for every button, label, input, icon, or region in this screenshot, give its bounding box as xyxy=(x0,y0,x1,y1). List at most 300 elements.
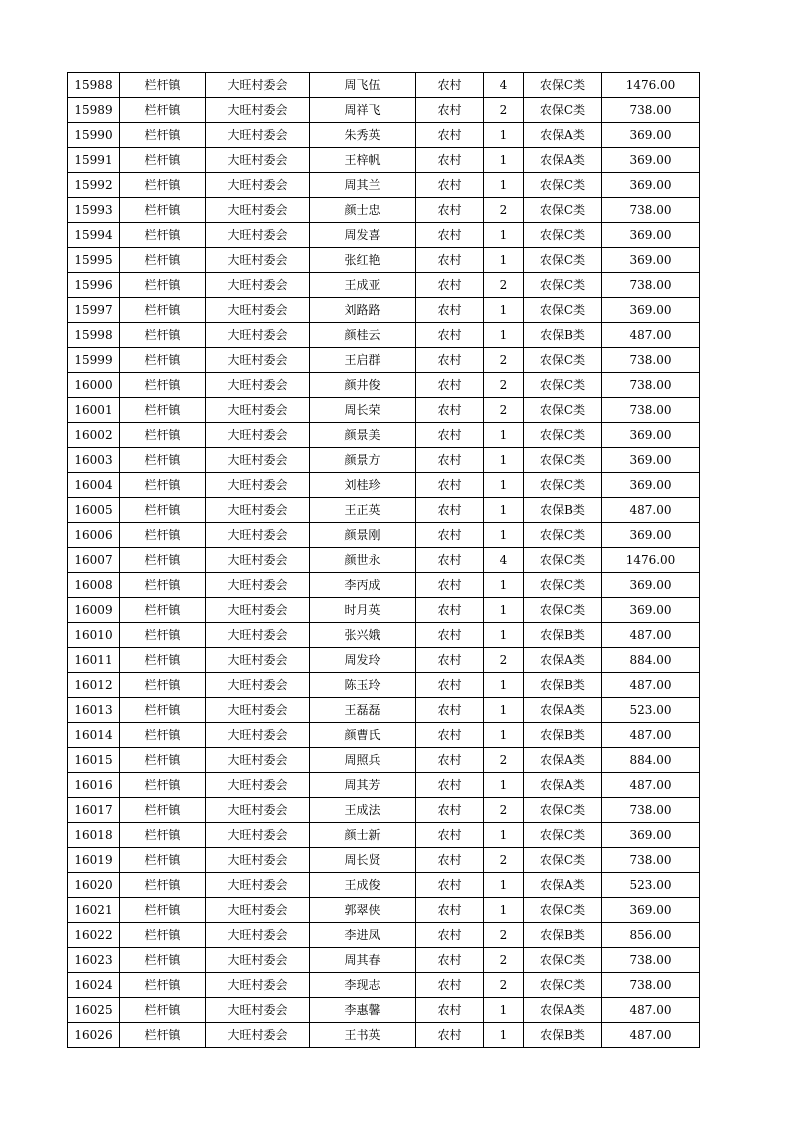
amount-cell: 369.00 xyxy=(602,898,700,923)
name-cell: 颜景美 xyxy=(310,423,416,448)
household-type-cell: 农村 xyxy=(416,423,484,448)
amount-cell: 884.00 xyxy=(602,648,700,673)
serial-number-cell: 16006 xyxy=(68,523,120,548)
name-cell: 周其芳 xyxy=(310,773,416,798)
amount-cell: 487.00 xyxy=(602,723,700,748)
village-cell: 大旺村委会 xyxy=(206,198,310,223)
person-count-cell: 1 xyxy=(484,698,524,723)
household-type-cell: 农村 xyxy=(416,173,484,198)
village-cell: 大旺村委会 xyxy=(206,423,310,448)
amount-cell: 369.00 xyxy=(602,223,700,248)
village-cell: 大旺村委会 xyxy=(206,548,310,573)
category-cell: 农保C类 xyxy=(524,798,602,823)
table-row xyxy=(68,748,700,773)
person-count-cell: 1 xyxy=(484,773,524,798)
table-row xyxy=(68,998,700,1023)
table-row xyxy=(68,623,700,648)
household-type-cell: 农村 xyxy=(416,573,484,598)
amount-cell: 738.00 xyxy=(602,398,700,423)
household-type-cell: 农村 xyxy=(416,998,484,1023)
village-cell: 大旺村委会 xyxy=(206,698,310,723)
household-type-cell: 农村 xyxy=(416,148,484,173)
name-cell: 周发喜 xyxy=(310,223,416,248)
amount-cell: 487.00 xyxy=(602,673,700,698)
name-cell: 李进凤 xyxy=(310,923,416,948)
town-cell: 栏杆镇 xyxy=(120,773,206,798)
person-count-cell: 1 xyxy=(484,423,524,448)
household-type-cell: 农村 xyxy=(416,223,484,248)
village-cell: 大旺村委会 xyxy=(206,273,310,298)
serial-number-cell: 16009 xyxy=(68,598,120,623)
name-cell: 郭翠侠 xyxy=(310,898,416,923)
town-cell: 栏杆镇 xyxy=(120,823,206,848)
table-row xyxy=(68,523,700,548)
person-count-cell: 2 xyxy=(484,273,524,298)
name-cell: 颜曹氏 xyxy=(310,723,416,748)
category-cell: 农保C类 xyxy=(524,173,602,198)
town-cell: 栏杆镇 xyxy=(120,548,206,573)
household-type-cell: 农村 xyxy=(416,723,484,748)
household-type-cell: 农村 xyxy=(416,1023,484,1048)
amount-cell: 523.00 xyxy=(602,873,700,898)
household-type-cell: 农村 xyxy=(416,473,484,498)
table-row xyxy=(68,498,700,523)
table-row xyxy=(68,123,700,148)
household-type-cell: 农村 xyxy=(416,973,484,998)
household-type-cell: 农村 xyxy=(416,548,484,573)
name-cell: 颜世永 xyxy=(310,548,416,573)
category-cell: 农保C类 xyxy=(524,948,602,973)
household-type-cell: 农村 xyxy=(416,448,484,473)
village-cell: 大旺村委会 xyxy=(206,223,310,248)
household-type-cell: 农村 xyxy=(416,323,484,348)
name-cell: 王成俊 xyxy=(310,873,416,898)
name-cell: 陈玉玲 xyxy=(310,673,416,698)
name-cell: 王梓帆 xyxy=(310,148,416,173)
household-type-cell: 农村 xyxy=(416,623,484,648)
person-count-cell: 1 xyxy=(484,173,524,198)
amount-cell: 369.00 xyxy=(602,148,700,173)
village-cell: 大旺村委会 xyxy=(206,898,310,923)
serial-number-cell: 15992 xyxy=(68,173,120,198)
category-cell: 农保C类 xyxy=(524,473,602,498)
village-cell: 大旺村委会 xyxy=(206,523,310,548)
town-cell: 栏杆镇 xyxy=(120,348,206,373)
category-cell: 农保C类 xyxy=(524,223,602,248)
category-cell: 农保B类 xyxy=(524,923,602,948)
person-count-cell: 2 xyxy=(484,98,524,123)
category-cell: 农保B类 xyxy=(524,323,602,348)
name-cell: 颜士忠 xyxy=(310,198,416,223)
category-cell: 农保C类 xyxy=(524,823,602,848)
person-count-cell: 2 xyxy=(484,848,524,873)
category-cell: 农保C类 xyxy=(524,448,602,473)
household-type-cell: 农村 xyxy=(416,873,484,898)
category-cell: 农保C类 xyxy=(524,523,602,548)
table-row xyxy=(68,973,700,998)
name-cell: 朱秀英 xyxy=(310,123,416,148)
person-count-cell: 1 xyxy=(484,523,524,548)
town-cell: 栏杆镇 xyxy=(120,273,206,298)
person-count-cell: 2 xyxy=(484,748,524,773)
serial-number-cell: 16008 xyxy=(68,573,120,598)
name-cell: 王磊磊 xyxy=(310,698,416,723)
serial-number-cell: 16022 xyxy=(68,923,120,948)
table-row xyxy=(68,473,700,498)
amount-cell: 738.00 xyxy=(602,273,700,298)
amount-cell: 369.00 xyxy=(602,423,700,448)
serial-number-cell: 15991 xyxy=(68,148,120,173)
serial-number-cell: 16025 xyxy=(68,998,120,1023)
household-type-cell: 农村 xyxy=(416,73,484,98)
name-cell: 刘路路 xyxy=(310,298,416,323)
village-cell: 大旺村委会 xyxy=(206,948,310,973)
category-cell: 农保C类 xyxy=(524,98,602,123)
category-cell: 农保C类 xyxy=(524,573,602,598)
person-count-cell: 1 xyxy=(484,1023,524,1048)
household-type-cell: 农村 xyxy=(416,648,484,673)
serial-number-cell: 16015 xyxy=(68,748,120,773)
amount-cell: 487.00 xyxy=(602,773,700,798)
household-type-cell: 农村 xyxy=(416,298,484,323)
village-cell: 大旺村委会 xyxy=(206,848,310,873)
person-count-cell: 1 xyxy=(484,823,524,848)
town-cell: 栏杆镇 xyxy=(120,248,206,273)
person-count-cell: 1 xyxy=(484,298,524,323)
village-cell: 大旺村委会 xyxy=(206,723,310,748)
serial-number-cell: 15989 xyxy=(68,98,120,123)
person-count-cell: 4 xyxy=(484,548,524,573)
person-count-cell: 1 xyxy=(484,898,524,923)
town-cell: 栏杆镇 xyxy=(120,998,206,1023)
town-cell: 栏杆镇 xyxy=(120,623,206,648)
category-cell: 农保C类 xyxy=(524,198,602,223)
table-row xyxy=(68,298,700,323)
serial-number-cell: 16001 xyxy=(68,398,120,423)
amount-cell: 856.00 xyxy=(602,923,700,948)
table-row xyxy=(68,348,700,373)
household-type-cell: 农村 xyxy=(416,898,484,923)
category-cell: 农保A类 xyxy=(524,698,602,723)
category-cell: 农保B类 xyxy=(524,673,602,698)
village-cell: 大旺村委会 xyxy=(206,148,310,173)
town-cell: 栏杆镇 xyxy=(120,448,206,473)
table-row xyxy=(68,823,700,848)
serial-number-cell: 16019 xyxy=(68,848,120,873)
table-row xyxy=(68,273,700,298)
amount-cell: 369.00 xyxy=(602,523,700,548)
amount-cell: 369.00 xyxy=(602,598,700,623)
table-row xyxy=(68,323,700,348)
village-cell: 大旺村委会 xyxy=(206,248,310,273)
table-row xyxy=(68,598,700,623)
household-type-cell: 农村 xyxy=(416,598,484,623)
amount-cell: 369.00 xyxy=(602,473,700,498)
household-type-cell: 农村 xyxy=(416,698,484,723)
name-cell: 周其兰 xyxy=(310,173,416,198)
town-cell: 栏杆镇 xyxy=(120,473,206,498)
town-cell: 栏杆镇 xyxy=(120,948,206,973)
serial-number-cell: 16012 xyxy=(68,673,120,698)
name-cell: 李惠馨 xyxy=(310,998,416,1023)
person-count-cell: 1 xyxy=(484,123,524,148)
name-cell: 时月英 xyxy=(310,598,416,623)
name-cell: 张红艳 xyxy=(310,248,416,273)
person-count-cell: 2 xyxy=(484,973,524,998)
category-cell: 农保A类 xyxy=(524,773,602,798)
household-type-cell: 农村 xyxy=(416,398,484,423)
table-row xyxy=(68,223,700,248)
town-cell: 栏杆镇 xyxy=(120,573,206,598)
name-cell: 王成亚 xyxy=(310,273,416,298)
serial-number-cell: 16007 xyxy=(68,548,120,573)
village-cell: 大旺村委会 xyxy=(206,173,310,198)
town-cell: 栏杆镇 xyxy=(120,648,206,673)
name-cell: 周发玲 xyxy=(310,648,416,673)
town-cell: 栏杆镇 xyxy=(120,898,206,923)
name-cell: 李现志 xyxy=(310,973,416,998)
household-type-cell: 农村 xyxy=(416,948,484,973)
category-cell: 农保C类 xyxy=(524,398,602,423)
village-cell: 大旺村委会 xyxy=(206,623,310,648)
category-cell: 农保B类 xyxy=(524,498,602,523)
table-row xyxy=(68,1023,700,1048)
table-row xyxy=(68,148,700,173)
serial-number-cell: 16013 xyxy=(68,698,120,723)
serial-number-cell: 16017 xyxy=(68,798,120,823)
household-type-cell: 农村 xyxy=(416,98,484,123)
category-cell: 农保C类 xyxy=(524,73,602,98)
person-count-cell: 1 xyxy=(484,873,524,898)
name-cell: 周飞伍 xyxy=(310,73,416,98)
village-cell: 大旺村委会 xyxy=(206,123,310,148)
serial-number-cell: 15999 xyxy=(68,348,120,373)
category-cell: 农保C类 xyxy=(524,973,602,998)
household-type-cell: 农村 xyxy=(416,773,484,798)
category-cell: 农保A类 xyxy=(524,648,602,673)
town-cell: 栏杆镇 xyxy=(120,373,206,398)
amount-cell: 487.00 xyxy=(602,1023,700,1048)
amount-cell: 738.00 xyxy=(602,948,700,973)
serial-number-cell: 15994 xyxy=(68,223,120,248)
category-cell: 农保C类 xyxy=(524,848,602,873)
town-cell: 栏杆镇 xyxy=(120,323,206,348)
person-count-cell: 1 xyxy=(484,248,524,273)
person-count-cell: 1 xyxy=(484,323,524,348)
table-row xyxy=(68,423,700,448)
town-cell: 栏杆镇 xyxy=(120,848,206,873)
town-cell: 栏杆镇 xyxy=(120,698,206,723)
table-row xyxy=(68,248,700,273)
town-cell: 栏杆镇 xyxy=(120,973,206,998)
amount-cell: 369.00 xyxy=(602,298,700,323)
serial-number-cell: 16021 xyxy=(68,898,120,923)
village-cell: 大旺村委会 xyxy=(206,773,310,798)
person-count-cell: 1 xyxy=(484,473,524,498)
household-type-cell: 农村 xyxy=(416,673,484,698)
household-type-cell: 农村 xyxy=(416,848,484,873)
village-cell: 大旺村委会 xyxy=(206,998,310,1023)
name-cell: 周照兵 xyxy=(310,748,416,773)
serial-number-cell: 16016 xyxy=(68,773,120,798)
table-row xyxy=(68,573,700,598)
amount-cell: 1476.00 xyxy=(602,548,700,573)
category-cell: 农保B类 xyxy=(524,1023,602,1048)
serial-number-cell: 15998 xyxy=(68,323,120,348)
serial-number-cell: 15993 xyxy=(68,198,120,223)
amount-cell: 487.00 xyxy=(602,998,700,1023)
household-type-cell: 农村 xyxy=(416,923,484,948)
village-cell: 大旺村委会 xyxy=(206,573,310,598)
category-cell: 农保A类 xyxy=(524,148,602,173)
serial-number-cell: 16004 xyxy=(68,473,120,498)
table-row xyxy=(68,698,700,723)
serial-number-cell: 16026 xyxy=(68,1023,120,1048)
table-row xyxy=(68,673,700,698)
serial-number-cell: 16002 xyxy=(68,423,120,448)
serial-number-cell: 15997 xyxy=(68,298,120,323)
household-type-cell: 农村 xyxy=(416,798,484,823)
amount-cell: 1476.00 xyxy=(602,73,700,98)
amount-cell: 369.00 xyxy=(602,448,700,473)
data-table xyxy=(67,72,700,1048)
name-cell: 王启群 xyxy=(310,348,416,373)
table-row xyxy=(68,448,700,473)
village-cell: 大旺村委会 xyxy=(206,498,310,523)
household-type-cell: 农村 xyxy=(416,248,484,273)
table-row xyxy=(68,73,700,98)
village-cell: 大旺村委会 xyxy=(206,823,310,848)
name-cell: 颜士新 xyxy=(310,823,416,848)
table-row xyxy=(68,373,700,398)
name-cell: 周长荣 xyxy=(310,398,416,423)
name-cell: 周长贤 xyxy=(310,848,416,873)
name-cell: 王书英 xyxy=(310,1023,416,1048)
serial-number-cell: 16014 xyxy=(68,723,120,748)
amount-cell: 369.00 xyxy=(602,823,700,848)
village-cell: 大旺村委会 xyxy=(206,673,310,698)
village-cell: 大旺村委会 xyxy=(206,323,310,348)
table-row xyxy=(68,398,700,423)
table-row xyxy=(68,723,700,748)
table-row xyxy=(68,798,700,823)
category-cell: 农保B类 xyxy=(524,723,602,748)
table-row xyxy=(68,98,700,123)
table-row xyxy=(68,898,700,923)
serial-number-cell: 16000 xyxy=(68,373,120,398)
serial-number-cell: 16010 xyxy=(68,623,120,648)
town-cell: 栏杆镇 xyxy=(120,73,206,98)
amount-cell: 738.00 xyxy=(602,373,700,398)
name-cell: 颜桂云 xyxy=(310,323,416,348)
serial-number-cell: 16003 xyxy=(68,448,120,473)
household-type-cell: 农村 xyxy=(416,498,484,523)
person-count-cell: 1 xyxy=(484,498,524,523)
person-count-cell: 2 xyxy=(484,198,524,223)
name-cell: 颜井俊 xyxy=(310,373,416,398)
person-count-cell: 1 xyxy=(484,573,524,598)
household-type-cell: 农村 xyxy=(416,748,484,773)
village-cell: 大旺村委会 xyxy=(206,448,310,473)
name-cell: 刘桂珍 xyxy=(310,473,416,498)
town-cell: 栏杆镇 xyxy=(120,198,206,223)
person-count-cell: 1 xyxy=(484,598,524,623)
table-row xyxy=(68,773,700,798)
person-count-cell: 1 xyxy=(484,148,524,173)
name-cell: 王成法 xyxy=(310,798,416,823)
table-row xyxy=(68,948,700,973)
amount-cell: 738.00 xyxy=(602,198,700,223)
household-type-cell: 农村 xyxy=(416,373,484,398)
table-row xyxy=(68,923,700,948)
serial-number-cell: 15995 xyxy=(68,248,120,273)
village-cell: 大旺村委会 xyxy=(206,398,310,423)
category-cell: 农保C类 xyxy=(524,898,602,923)
town-cell: 栏杆镇 xyxy=(120,798,206,823)
name-cell: 周其春 xyxy=(310,948,416,973)
person-count-cell: 2 xyxy=(484,373,524,398)
name-cell: 王正英 xyxy=(310,498,416,523)
amount-cell: 738.00 xyxy=(602,848,700,873)
household-type-cell: 农村 xyxy=(416,523,484,548)
amount-cell: 738.00 xyxy=(602,798,700,823)
amount-cell: 487.00 xyxy=(602,623,700,648)
amount-cell: 369.00 xyxy=(602,173,700,198)
table-row xyxy=(68,848,700,873)
person-count-cell: 2 xyxy=(484,348,524,373)
amount-cell: 487.00 xyxy=(602,498,700,523)
serial-number-cell: 16024 xyxy=(68,973,120,998)
serial-number-cell: 15988 xyxy=(68,73,120,98)
amount-cell: 369.00 xyxy=(602,248,700,273)
town-cell: 栏杆镇 xyxy=(120,423,206,448)
name-cell: 颜景方 xyxy=(310,448,416,473)
serial-number-cell: 15996 xyxy=(68,273,120,298)
amount-cell: 369.00 xyxy=(602,573,700,598)
person-count-cell: 1 xyxy=(484,673,524,698)
category-cell: 农保A类 xyxy=(524,123,602,148)
village-cell: 大旺村委会 xyxy=(206,1023,310,1048)
village-cell: 大旺村委会 xyxy=(206,598,310,623)
person-count-cell: 4 xyxy=(484,73,524,98)
name-cell: 李丙成 xyxy=(310,573,416,598)
table-body xyxy=(68,73,700,1048)
town-cell: 栏杆镇 xyxy=(120,873,206,898)
category-cell: 农保C类 xyxy=(524,248,602,273)
town-cell: 栏杆镇 xyxy=(120,523,206,548)
serial-number-cell: 16018 xyxy=(68,823,120,848)
name-cell: 张兴娥 xyxy=(310,623,416,648)
village-cell: 大旺村委会 xyxy=(206,923,310,948)
village-cell: 大旺村委会 xyxy=(206,373,310,398)
town-cell: 栏杆镇 xyxy=(120,723,206,748)
person-count-cell: 1 xyxy=(484,998,524,1023)
category-cell: 农保B类 xyxy=(524,623,602,648)
name-cell: 周祥飞 xyxy=(310,98,416,123)
amount-cell: 523.00 xyxy=(602,698,700,723)
category-cell: 农保A类 xyxy=(524,998,602,1023)
village-cell: 大旺村委会 xyxy=(206,648,310,673)
town-cell: 栏杆镇 xyxy=(120,498,206,523)
amount-cell: 884.00 xyxy=(602,748,700,773)
household-type-cell: 农村 xyxy=(416,273,484,298)
amount-cell: 487.00 xyxy=(602,323,700,348)
village-cell: 大旺村委会 xyxy=(206,973,310,998)
table-row xyxy=(68,873,700,898)
village-cell: 大旺村委会 xyxy=(206,473,310,498)
person-count-cell: 2 xyxy=(484,398,524,423)
person-count-cell: 2 xyxy=(484,798,524,823)
